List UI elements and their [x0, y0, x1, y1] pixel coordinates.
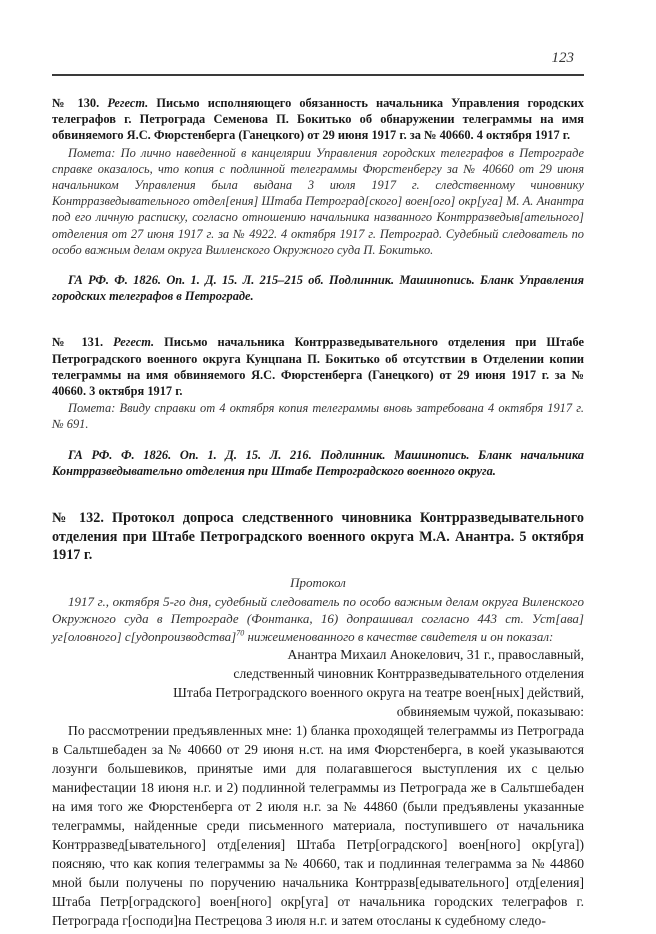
protocol-title: Протокол [290, 574, 346, 590]
witness-line: обвиняемым чужой, показываю: [396, 704, 584, 720]
document-132-heading: № 132. Протокол допроса следственного чиновника Контрразведывательного отделения при Штабе Петроградского военного округа М.А. Анантра. 5 октября 1917 г. [52, 510, 584, 564]
document-130-number: № 130. [52, 96, 100, 110]
header-rule [52, 74, 584, 76]
document-131-note: Помета: Ввиду справки от 4 октября копия телеграммы вновь затребована 4 октября 1917 г. № 691. [52, 401, 584, 432]
protocol-intro-text-end: нижеименованного в качестве свидетеля и он показал: [244, 628, 554, 644]
document-131-number: № 131. [52, 335, 104, 350]
document-131-heading [52, 334, 584, 399]
document-130-note: Помета: По лично наведенной в канцелярии Управления городских телеграфов в Петрограде справке оказалось, что копия с подлинной телеграммы Фюрстенбергу за № 40660 от 29 июня начальником Управления была выдана 3 июля 1917 г. следственному чиновнику Контрразведывательного отдел[ения] Штаба Петроград[ского] воен[ого] окр[уга] М. А. Анантра под его личную расписку, согласно отношению начальника названного Контрразведыв[ательного] отделения от 27 июня 1917 г. за № 4922. 4 октября 1917 г. Петроград. Судебный следователь по особо важным делам округа Вилленского Окружного суда П. Бокитько. [52, 145, 584, 257]
document-131-title: Письмо начальника Контрразведывательного отделения при Штабе Петроградского военного округа Кунцпана П. Бокитько об отсутствии в Отделении копии телеграммы на имя обвиняемого Я.С. Фюрстенберга (Ганецкого) от 29 июня 1917 г. за № 40660. 3 октября 1917 г. [52, 335, 584, 399]
document-132 [52, 509, 584, 930]
witness-line: следственный чиновник Контрразведывательного отделения [233, 666, 584, 682]
document-131 [52, 334, 584, 479]
protocol-intro [52, 593, 584, 646]
witness-line: Анантра Михаил Анокелович, 31 г., православный, [287, 647, 584, 663]
document-130 [52, 95, 584, 304]
testimony-paragraph: По рассмотрении предъявленных мне: 1) бланка проходящей телеграммы из Петрограда в Сальтшебаден за № 40660 от 29 июня н.ст. на имя Фюрстенберга, в коей указываются лозунги большевиков, принятые ими для полагавшегося выступления их с целью манифестации 18 июня н.г. и 2) подлинной телеграммы из Петрограда же в Сальтшебаден на имя того же Фюрстенберга от 2 июля н.г. за № 44860 (были предъявлены указанные телеграммы, найденные среди письменного материала, поступившего от начальника Контрразвед[ывательного] отд[еления] Штаба Петр[оградского] воен[ного] окр[уга]) поясняю, что как копия телеграммы за № 40660, так и подлинная телеграмма за № 44860 мной были получены по поручению начальника Контрразв[едывательного] отд[еления] Штаба Петр[оградского] воен[ного] окр[уга] от начальника городских телеграфов г. Петрограда г[осподи]на Пестрецова 3 июля н.г. и затем отосланы к судебному следо- [52, 723, 584, 929]
document-131-archive-reference: ГА РФ. Ф. 1826. Оп. 1. Д. 15. Л. 216. Подлинник. Машинопись. Бланк начальника Контрразведывательно отделения при Штабе Петроградского военного округа. [52, 447, 584, 478]
document-131-type: Регест. [113, 335, 155, 350]
witness-line: Штаба Петроградского военного округа на театре воен[ных] действий, [173, 685, 584, 701]
footnote-reference[interactable]: 70 [236, 628, 245, 638]
document-130-type: Регест. [107, 96, 149, 110]
page-number: 123 [551, 50, 574, 66]
document-130-heading [52, 95, 584, 144]
section-spacer [52, 479, 584, 509]
page-content [52, 95, 584, 930]
protocol-intro-text: 1917 г., октября 5-го дня, судебный следователь по особо важным делам округа Виленского Окружного суда в Петрограде (Фонтанка, 16) допрашивал согласно 443 ст. Уст[ава] уг[оловного] с[удопроизводства] [52, 593, 584, 644]
document-130-title: Письмо исполняющего обязанность начальника Управления городских телеграфов г. Петрограда Семенова П. Бокитько об обнаружении телеграммы на имя обвиняемого Я.С. Фюрстенберга (Ганецкого) от 29 июня 1917 г. за № 40660. 4 октября 1917 г. [52, 96, 584, 143]
section-spacer [52, 304, 584, 334]
document-130-archive-reference: ГА РФ. Ф. 1826. Оп. 1. Д. 15. Л. 215–215 об. Подлинник. Машинопись. Бланк Управления городских телеграфов в Петрограде. [52, 273, 584, 304]
